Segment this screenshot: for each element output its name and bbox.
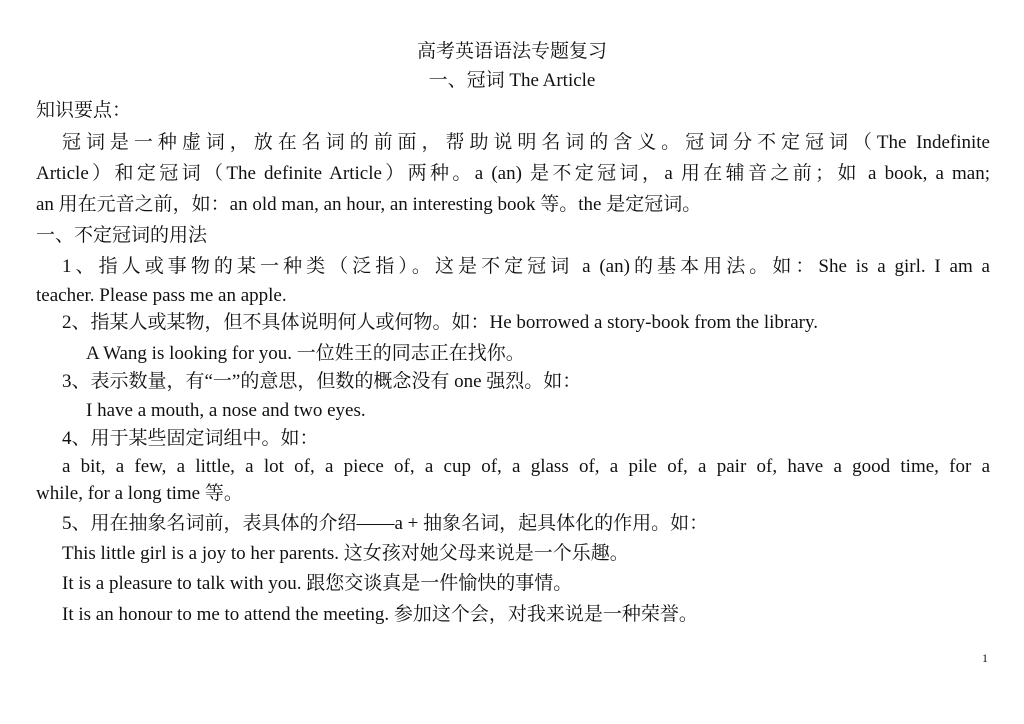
document-title: 高考英语语法专题复习 [416,41,607,62]
item-3-line-2: I have a mouth, a nose and two eyes. [86,400,366,421]
document-subtitle: 一、冠词 The Article [428,70,596,91]
item-5-example-1: This little girl is a joy to her parents. 这女孩对她父母来说是一个乐趣。 [62,543,629,564]
item-5-example-2: It is a pleasure to talk with you. 跟您交谈真是一件愉快的事情。 [62,573,573,594]
intro-line-2: Article）和定冠词（The definite Article）两种。a (an) 是不定冠词，a 用在辅音之前；如 a book, a man; [36,163,990,184]
item-5-example-3: It is an honour to me to attend the meeting. 参加这个会，对我来说是一种荣誉。 [62,604,698,625]
intro-line-1: 冠词是一种虚词，放在名词的前面，帮助说明名词的含义。冠词分不定冠词（The Indefinite [62,132,990,153]
item-2-line-1: 2、指某人或某物，但不具体说明何人或何物。如：He borrowed a story-book from the library. [62,312,819,333]
item-2-line-2: A Wang is looking for you. 一位姓王的同志正在找你。 [86,343,525,364]
item-4-line-2: a bit, a few, a little, a lot of, a piece of, a cup of, a glass of, a pile of, a pair of, have a good time, for a [62,456,990,477]
item-4-line-3: while, for a long time 等。 [36,483,243,504]
item-1-line-2: teacher. Please pass me an apple. [36,285,287,306]
page-number: 1 [982,651,988,665]
intro-line-3: an 用在元音之前，如：an old man, an hour, an interesting book 等。the 是定冠词。 [36,194,702,215]
item-5-line-1: 5、用在抽象名词前，表具体的介绍——a + 抽象名词，起具体化的作用。如： [62,513,709,534]
section-heading: 一、不定冠词的用法 [36,225,208,246]
item-4-line-1: 4、用于某些固定词组中。如： [62,428,319,449]
item-3-line-1: 3、表示数量，有“一”的意思，但数的概念没有 one 强烈。如： [62,371,582,392]
item-1-line-1: 1、指人或事物的某一种类（泛指）。这是不定冠词 a (an)的基本用法。如：She is a girl. I am a [62,256,990,277]
key-points-heading: 知识要点： [36,100,132,121]
